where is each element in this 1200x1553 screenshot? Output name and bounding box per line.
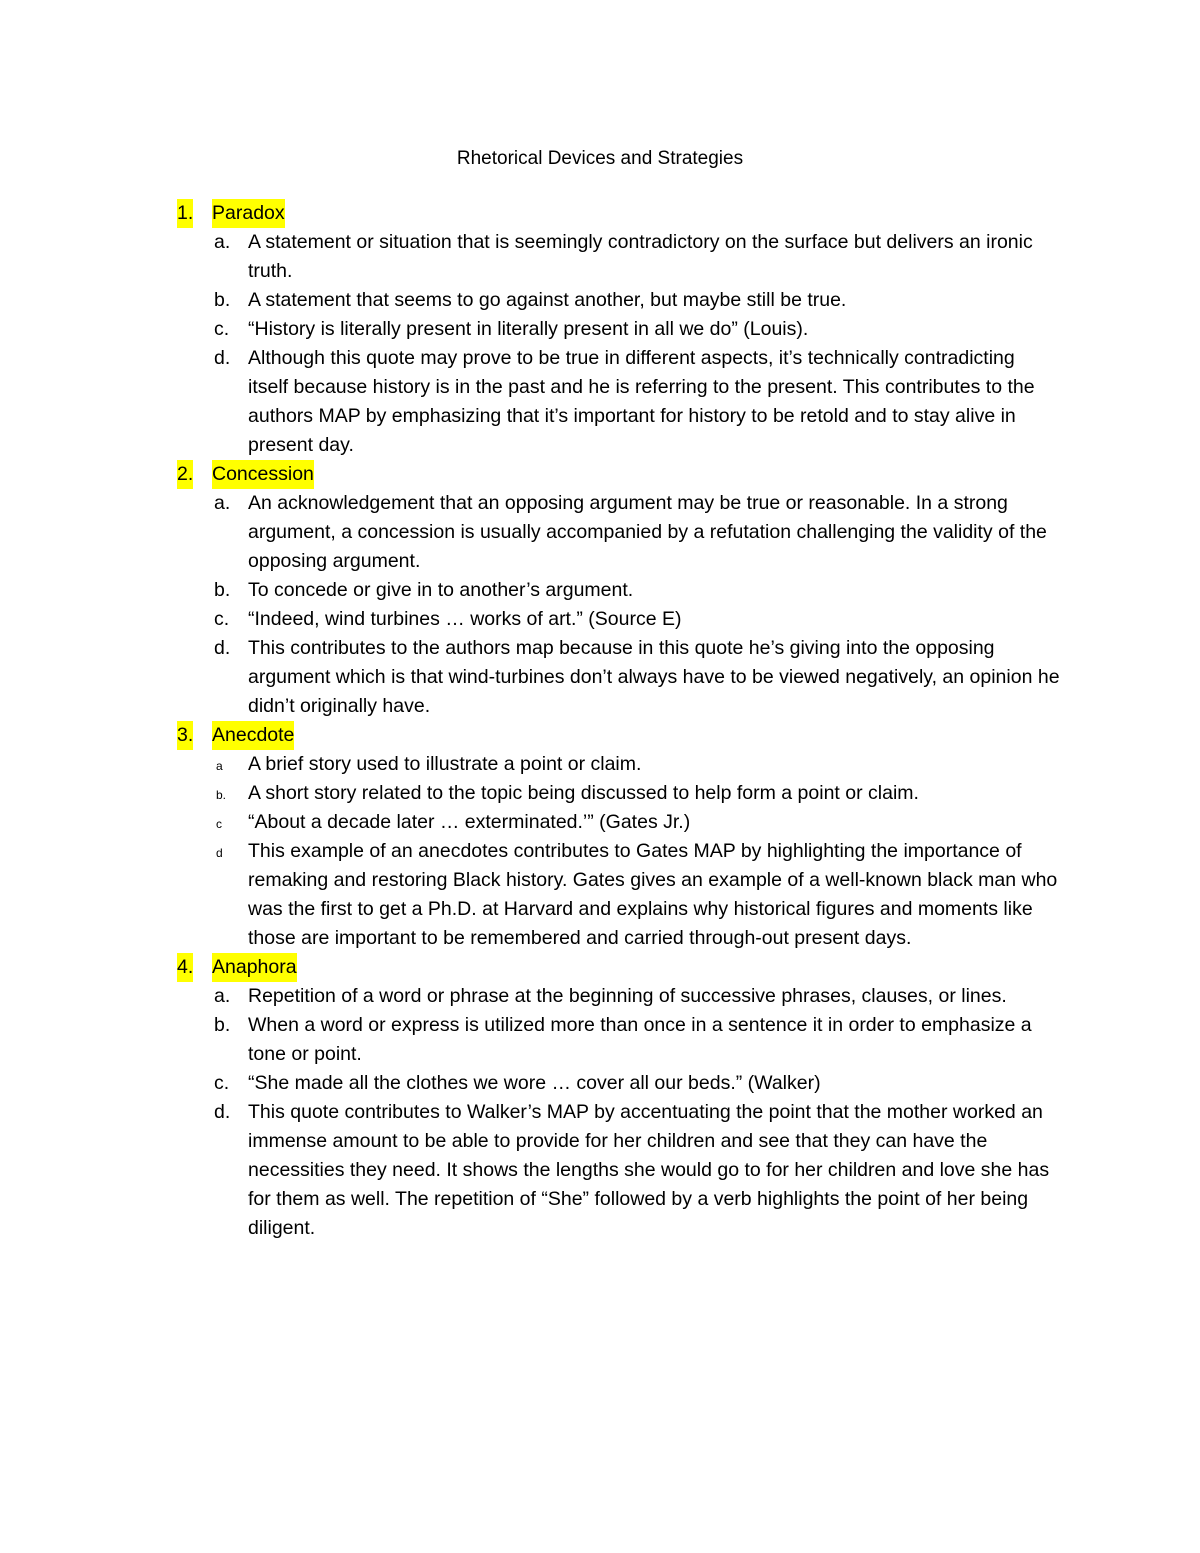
item-marker: a. bbox=[214, 492, 231, 514]
section-paradox bbox=[0, 199, 1200, 460]
item-marker: d bbox=[216, 846, 223, 860]
list-item bbox=[0, 982, 1060, 1011]
item-text: “She made all the clothes we wore … cover all our beds.” (Walker) bbox=[248, 1072, 821, 1094]
list-item bbox=[0, 315, 1060, 344]
item-marker: a bbox=[216, 759, 223, 773]
item-text: This quote contributes to Walker’s MAP by accentuating the point that the mother worked an immense amount to be able to provide for her children and see that they can have the necessities they need. It shows the lengths she would go to for her children and love she has for them as well. The repetition of “She” followed by a verb highlights the point of her being diligent. bbox=[248, 1101, 1050, 1239]
list-item bbox=[0, 750, 1060, 779]
list-item bbox=[0, 837, 1060, 953]
item-marker: a. bbox=[214, 985, 231, 1007]
item-marker: d. bbox=[214, 1101, 231, 1123]
page-title: Rhetorical Devices and Strategies bbox=[456, 148, 744, 169]
list-item bbox=[0, 779, 1060, 808]
list-item bbox=[0, 286, 1060, 315]
item-marker: d. bbox=[214, 637, 231, 659]
item-text: This contributes to the authors map because in this quote he’s giving into the opposing argument which is that wind-turbines don’t always have to be viewed negatively, an opinion he didn’t originally have. bbox=[248, 637, 1060, 717]
item-marker: b. bbox=[214, 289, 231, 311]
item-marker: c bbox=[216, 817, 222, 831]
section-title: Paradox bbox=[212, 199, 285, 228]
item-marker: b. bbox=[216, 788, 227, 802]
list-item bbox=[0, 344, 1060, 460]
list-item bbox=[0, 1011, 1060, 1069]
item-text: An acknowledgement that an opposing argument may be true or reasonable. In a strong argument, a concession is usually accompanied by a refutation challenging the validity of the opposing argument. bbox=[248, 492, 1047, 572]
section-list bbox=[0, 199, 1200, 1243]
section-heading bbox=[0, 953, 1200, 982]
item-marker: c. bbox=[214, 1072, 230, 1094]
item-text: A statement or situation that is seemingly contradictory on the surface but delivers an ironic truth. bbox=[248, 231, 1033, 282]
item-marker: c. bbox=[214, 318, 230, 340]
item-marker: b. bbox=[214, 1014, 231, 1036]
list-item bbox=[0, 605, 1060, 634]
item-text: To concede or give in to another’s argument. bbox=[248, 579, 634, 601]
list-item bbox=[0, 228, 1060, 286]
item-text: When a word or express is utilized more than once in a sentence it in order to emphasize a tone or point. bbox=[248, 1014, 1032, 1065]
item-marker: d. bbox=[214, 347, 231, 369]
item-text: “Indeed, wind turbines … works of art.” (Source E) bbox=[248, 608, 682, 630]
item-text: “About a decade later … exterminated.’” (Gates Jr.) bbox=[248, 811, 691, 833]
item-text: Repetition of a word or phrase at the beginning of successive phrases, clauses, or lines. bbox=[248, 985, 1007, 1007]
list-item bbox=[0, 1098, 1060, 1243]
section-anecdote bbox=[0, 721, 1200, 953]
list-item bbox=[0, 489, 1060, 576]
item-text: “History is literally present in literally present in all we do” (Louis). bbox=[248, 318, 809, 340]
section-anaphora bbox=[0, 953, 1200, 1243]
list-item bbox=[0, 634, 1060, 721]
section-concession bbox=[0, 460, 1200, 721]
item-text: A brief story used to illustrate a point or claim. bbox=[248, 753, 642, 775]
section-number: 4. bbox=[177, 953, 193, 982]
section-title: Concession bbox=[212, 460, 314, 489]
section-heading bbox=[0, 199, 1200, 228]
item-marker: a. bbox=[214, 231, 231, 253]
item-marker: c. bbox=[214, 608, 230, 630]
section-number: 3. bbox=[177, 721, 193, 750]
section-title: Anecdote bbox=[212, 721, 294, 750]
item-marker: b. bbox=[214, 579, 231, 601]
list-item bbox=[0, 1069, 1060, 1098]
section-heading bbox=[0, 721, 1200, 750]
section-heading bbox=[0, 460, 1200, 489]
item-text: Although this quote may prove to be true in different aspects, it’s technically contradicting itself because history is in the past and he is referring to the present. This contributes to the authors MAP by emphasizing that it’s important for history to be retold and to stay alive in present day. bbox=[248, 347, 1035, 456]
item-text: A short story related to the topic being discussed to help form a point or claim. bbox=[248, 782, 919, 804]
section-number: 2. bbox=[177, 460, 193, 489]
item-text: A statement that seems to go against another, but maybe still be true. bbox=[248, 289, 847, 311]
item-text: This example of an anecdotes contributes to Gates MAP by highlighting the importance of remaking and restoring Black history. Gates gives an example of a well-known black man who was the first to get a Ph.D. at Harvard and explains why historical figures and moments like those are important to be remembered and carried through-out present days. bbox=[248, 840, 1058, 949]
list-item bbox=[0, 808, 1060, 837]
section-title: Anaphora bbox=[212, 953, 297, 982]
section-number: 1. bbox=[177, 199, 193, 228]
list-item bbox=[0, 576, 1060, 605]
